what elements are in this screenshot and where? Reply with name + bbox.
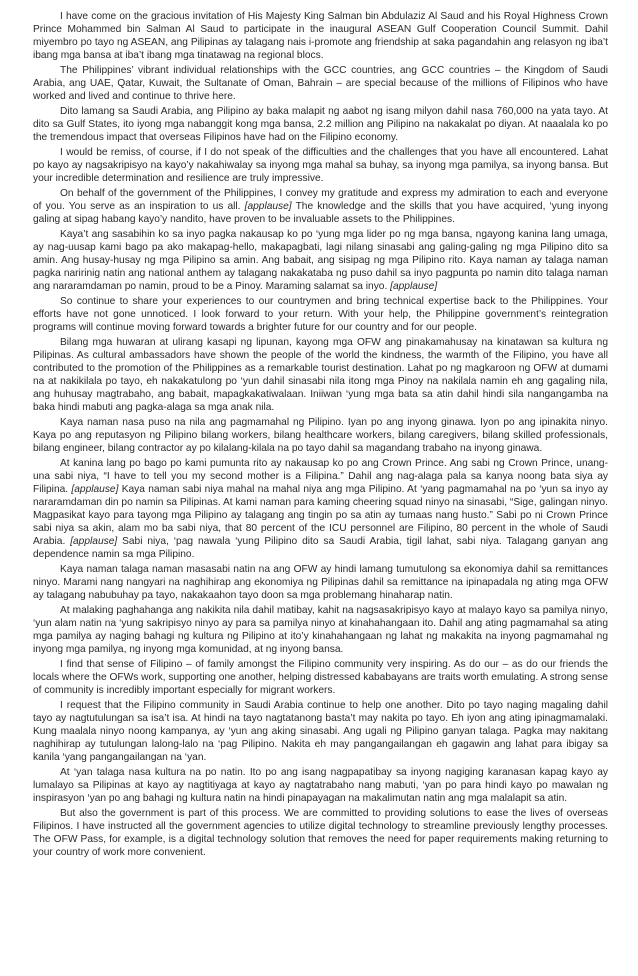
paragraph xyxy=(33,10,608,62)
paragraph-text: Kaya naman sabi niya mahal na mahal niya ang mga Pilipino. At ‘yang pagmamahal na po ‘yun sa inyo ay nararamdaman din po namin sa Pilipinas. At kami naman para kaming cheering squad ninyo na sinasabi, “Sige, galingan ninyo. Magpasikat kayo para tayong mga Pilipino ay talagang ang tingin po sa atin ay tumaas nang husto.” Sabi po ni Crown Prince sabi niya sa akin, alam mo ba sabi niya, that 80 percent of the ICU personnel are Filipino, 80 percent in the whole of Saudi Arabia. xyxy=(33,484,608,547)
paragraph-text: At malaking paghahanga ang nakikita nila dahil matibay, kahit na nagsasakripisyo kayo at malayo kayo sa pamilya ninyo, ‘yun alam natin na ‘yung sakripisyo ninyo ay para sa pamilya ninyo at kinahahangaan ito. Dahil ang ating pagmamahal sa ating mga pamilya ay naging bahagi ng kultura ng Pilipino at ito’y kinahahangaan ng lahat ng makakita na inyong pagmamahal ng inyong mga pamilya, ng inyong mga komunidad, at ng inyong bansa. xyxy=(33,605,608,655)
paragraph xyxy=(33,228,608,293)
paragraph xyxy=(33,416,608,455)
paragraph-text: I have come on the gracious invitation of His Majesty King Salman bin Abdulaziz Al Saud and his Royal Highness Crown Prince Mohammed bin Salman Al Saud to participate in the inaugural ASEAN Gulf Cooperation Council Summit. Dahil miyembro po tayo ng ASEAN, ang Pilipinas ay talagang nais i-promote ang friendship at saka pagandahin ang relasyon ng iba’t ibang mga bansa at iba’t ibang mga tinatawag na regional blocs. xyxy=(33,11,608,61)
paragraph-text: The Philippines’ vibrant individual relationships with the GCC countries, ang GCC countries – the Kingdom of Saudi Arabia, ang UAE, Qatar, Kuwait, the Sultanate of Oman, Bahrain – are special because of the millions of Filipinos who have worked and lived and continue to thrive here. xyxy=(33,65,608,102)
applause-annotation: [applause] xyxy=(70,536,118,547)
paragraph xyxy=(33,336,608,414)
paragraph-text: I would be remiss, of course, if I do not speak of the difficulties and the challenges that you have all encountered. Lahat po kayo ay nagsakripisyo na kayo’y nakahiwalay sa inyong mga mahal sa buhay, sa inyong mga pamilya, sa inyong bansa. But your incredible determination and resilience are truly impressive. xyxy=(33,147,608,184)
applause-annotation: [applause] xyxy=(390,281,438,292)
paragraph xyxy=(33,807,608,859)
paragraph xyxy=(33,295,608,334)
paragraph xyxy=(33,766,608,805)
paragraph xyxy=(33,563,608,602)
paragraph xyxy=(33,64,608,103)
paragraph-text: Kaya naman nasa puso na nila ang pagmamahal ng Pilipino. Iyan po ang inyong ginawa. Iyon po ang ipinakita ninyo. Kaya po ang reputasyon ng Pilipino bilang workers, bilang healthcare workers, bilang caregivers, bilang skilled professionals, bilang engineer, bilang contractor ay po kilalang-kilala na po tayo dahil sa magandang trabaho na inyong ginawa. xyxy=(33,417,608,454)
paragraph xyxy=(33,658,608,697)
paragraph xyxy=(33,699,608,764)
paragraph-text: At ‘yan talaga nasa kultura na po natin. Ito po ang isang nagpapatibay sa inyong nagiging karanasan kapag kayo ay lumalayo sa Pilipinas at kayo ay nagtitiyaga at kayo ay nagtatrabaho nang mabuti, ‘yan po para hindi kayo po mawalan ng inspirasyon ‘yan po ang bahagi ng kultura natin na hindi pinapayagan na makalimutan natin ang mga malalapit sa atin. xyxy=(33,767,608,804)
paragraph-text: I find that sense of Filipino – of family amongst the Filipino community very inspiring. As do our – as do our friends the locals where the OFWs work, supporting one another, helping distressed kababayans are traits worth emulating. A strong sense of community is incredibly important especially for migrant workers. xyxy=(33,659,608,696)
paragraph xyxy=(33,457,608,561)
paragraph-text: At kanina lang po bago po kami pumunta rito ay nakausap ko po ang Crown Prince. Ang sabi ng Crown Prince, unang-una sabi niya, “I have to tell you my second mother is a Filipina.” Dahil ang nag-alaga pala sa kanya noong bata siya ay Filipina. xyxy=(33,458,608,495)
paragraph-text: Dito lamang sa Saudi Arabia, ang Pilipino ay baka malapit ng aabot ng isang milyon dahil nasa 760,000 na yata tayo. At dito sa Gulf States, ito iyong mga nabanggit kong mga bansa, 2.2 million ang Pilipino na nakakalat po diyan. At naaalala ko po the tremendous impact that overseas Filipinos have had on the Filipino economy. xyxy=(33,106,608,143)
paragraph-text: I request that the Filipino community in Saudi Arabia continue to help one another. Dito po tayo naging magaling dahil tayo ay nagtutulungan sa isa’t isa. At hindi na tayo nagtatanong basta’t may nakita po tayo. Eh iyon ang ating ipinagmamalaki. Kung maalala ninyo noong kampanya, ay ‘yun ang aking sinasabi. Ang ugali ng Pilipino ganyan talaga. Pagka may nakitang naghihirap ay tutulungan lalong-lalo na ‘pag Pilipino. Nakita eh may pangangailangan eh gagawin ang lahat para ibigay sa kanila ‘yang pangangailangan na ‘yan. xyxy=(33,700,608,763)
document-body xyxy=(33,10,608,859)
paragraph xyxy=(33,105,608,144)
paragraph-text: The knowledge and the skills that you have acquired, ‘yung inyong galing at sipag habang kayo’y nandito, have proven to be invaluable assets to the Philippines. xyxy=(33,201,608,225)
paragraph-text: Sabi niya, ‘pag nawala ‘yung Pilipino dito sa Saudi Arabia, tigil lahat, sabi niya. Talagang ganyan ang dependence namin sa mga Pilipino. xyxy=(33,536,609,560)
paragraph-text: On behalf of the government of the Philippines, I convey my gratitude and express my admiration to each and everyone of you. You serve as an inspiration to us all. xyxy=(33,188,608,212)
applause-annotation: [applause] xyxy=(71,484,119,495)
paragraph-text: Kaya’t ang sasabihin ko sa inyo pagka nakausap ko po ‘yung mga lider po ng mga bansa, ngayong kanina lang umaga, ay nag-uusap kami bago pa ako makapag-hello, makapagbati, lagi nilang sinasabi ang galing-galing ng mga Pilipino dito sa amin. Ang husay-husay ng mga Pilipino sa amin. Ang babait, ang sisipag ng mga Pilipino rito. Kaya naman ay talaga naman pagka naririnig natin ang national anthem ay talagang nakakataba ng puso dahil sa inyo pagpunta po namin dito talaga naman ang nararamdaman po namin, proud to be a Pinoy. Maraming salamat sa inyo. xyxy=(33,229,608,292)
paragraph xyxy=(33,604,608,656)
paragraph-text: Bilang mga huwaran at ulirang kasapi ng lipunan, kayong mga OFW ang pinakamahusay na kinatawan sa kultura ng Pilipinas. As cultural ambassadors have shown the people of the world the kindness, the warmth of the Filipino, you have all contributed to the promotion of the Philippines as a remarkable tourist destination. Lahat po ng magkaroon ng OFW at dumami na at nakikilala po tayo, eh nakakatulong po ‘yun dahil sinasabi nila itong mga Pinoy na nakilala namin eh ang gagaling nila, ang huhusay magtrabaho, ang babait, mapagkakatiwalaan. Iniiwan ‘yung mga bata sa atin dahil hindi sila nangangamba na baka hindi mabuti ang pagka-alaga sa mga anak nila. xyxy=(33,337,608,413)
applause-annotation: [applause] xyxy=(244,201,292,212)
paragraph xyxy=(33,146,608,185)
paragraph-text: So continue to share your experiences to our countrymen and bring technical expertise back to the Philippines. Your efforts have not gone unnoticed. I look forward to your return. With your help, the Philippine government’s reintegration programs will continue moving forward towards a brighter future for our country and for our people. xyxy=(33,296,608,333)
paragraph xyxy=(33,187,608,226)
paragraph-text: Kaya naman talaga naman masasabi natin na ang OFW ay hindi lamang tumutulong sa ekonomiya dahil sa remittances ninyo. Marami nang nangyari na naghihirap ang ekonomiya ng Pilipinas dahil sa remittance na ipinapadala ng ating mga OFW ay talagang nabubuhay pa tayo, nakakaahon tayo doon sa mga problemang hinaharap natin. xyxy=(33,564,608,601)
paragraph-text: But also the government is part of this process. We are committed to providing solutions to ease the lives of overseas Filipinos. I have instructed all the government agencies to utilize digital technology to streamline previously lengthy processes. The OFW Pass, for example, is a digital technology solution that removes the need for paper requirements making returning to your country of work more convenient. xyxy=(33,808,608,858)
